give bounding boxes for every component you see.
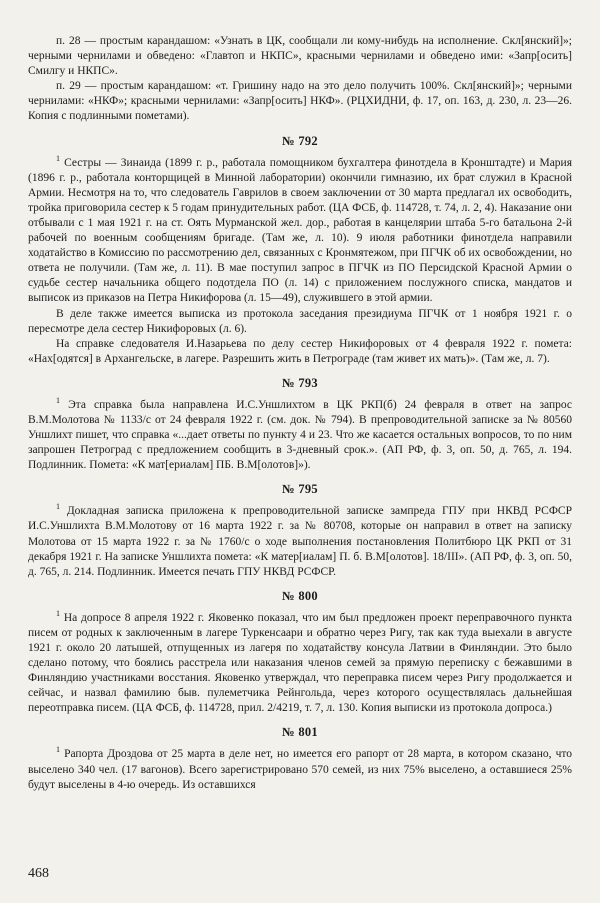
footnote-text: На допросе 8 апреля 1922 г. Яковенко показал, что им был предложен проект переправочного пункта писем от родных к заключенным в лагере Туркенсаари и обратно через Ригу, так как туда выехали в августе 1921 г. около 20 латышей, отпущенных из лагеря по ходатайству консула Латвии в Финляндии. Это было сделано потому, что боялись расстрела или наказания членов семей за прямую переписку с бежавшими в Финляндию участниками восстания. Яковенко утверждал, что переправка писем через Ригу продолжается и сейчас, и назвал фамилию быв. пулеметчика Рейнгольда, через которого осуществлялась дальнейшая переотправка писем. (ЦА ФСБ, ф. 114728, прил. 2/4219, т. 7, л. 130. Копия выписки из протокола допроса.) xyxy=(28,611,573,715)
note-paragraph: п. 29 — простым карандашом: «т. Гришину надо на это дело получить 100%. Скл[янский]»; черными чернилами: «НКФ»; красными чернилами: «Запр[осить] НКФ». (РЦХИДНИ, ф. 17, оп. 163, д. 230, л. 23—26. Копия с подлинными пометами). xyxy=(28,80,572,123)
footnote-paragraph xyxy=(28,504,572,579)
footnote-text: Сестры — Зинаида (1899 г. р., работала помощником бухгалтера финотдела в Кронштадте) и Мария (1896 г. р., работала конторщицей в Минной лаборатории) окончили гимназию, их брат служил в Красной Армии. Несмотря на то, что следователь Гаврилов в своем заключении от 30 марта предлагал их освободить, тройка приговорила сестер к 5 годам принудительных работ. (ЦА ФСБ, ф. 114728, т. 74, л. 2, 4). Наказание они отбывали с 1 мая 1921 г. на ст. Оять Мурманской жел. дор., работая в канцелярии штаба 5-го батальона 2-й рабочей по военным сообщениям бригаде. (Там же, л. 10). 9 июля работники финотдела направили ходатайство в Комиссию по рассмотрению дел, связанных с Кронмятежом, при ПГЧК об их освобождении, но ответа не получили. (Там же, л. 11). В мае поступил запрос в ПГЧК из ПО Персидской Красной Армии о судьбе сестер начальника общего подотдела ПО (л. 14) с приложением послужного списка, мандатов и выписок из приказов на Петра Никифорова (л. 15—49), служившего в этой армии. xyxy=(28,156,572,305)
footnote-text: На справке следователя И.Назарьева по делу сестер Никифоровых от 4 февраля 1922 г. помета: «Нах[одятся] в Архангельске, в лагере. Разрешить жить в Петрограде (там живет их мать)». (Там же, л. 7). xyxy=(28,337,572,365)
footnote-text: В деле также имеется выписка из протокола заседания президиума ПГЧК от 1 ноября 1921 г. о пересмотре дела сестер Никифоровых (л. 6). xyxy=(28,307,572,335)
footnote-paragraph xyxy=(28,747,572,792)
footnote-marker: 1 xyxy=(56,745,60,755)
footnote-marker: 1 xyxy=(56,396,60,406)
footnote-text: Рапорта Дроздова от 25 марта в деле нет, но имеется его рапорт от 28 марта, в котором сказано, что выселено 340 чел. (17 вагонов). Всего зарегистрировано 570 семей, из них 75% выселено, а оставшиеся 25% будут выселены в 4-ю очередь. Из оставшихся xyxy=(28,748,572,791)
footnote-text: Докладная записка приложена к препроводительной записке зампреда ГПУ при НКВД РСФСР И.С.Уншлихта В.М.Молотову от 16 марта 1922 г. за № 80708, которые он направил в ответ на записку Молотова от 15 марта 1922 г. за № 1760/с о ходе выполнения постановления Политбюро ЦК РКП от 31 декабря 1921 г. На записке Уншлихта помета: «К матер[иалам] П. б. В.М[олотов]. 18/III». (АП РФ, ф. 3, оп. 50, д. 765, л. 214. Подлинник. Имеется печать ГПУ НКВД РСФСР. xyxy=(28,505,572,578)
top-notes xyxy=(28,34,572,125)
footnote-marker: 1 xyxy=(56,608,60,618)
page-number: 468 xyxy=(28,866,49,881)
footnote-marker: 1 xyxy=(56,502,60,512)
section-heading: № 800 xyxy=(282,588,318,603)
footnote-paragraph xyxy=(28,398,572,473)
commentary-sections xyxy=(28,134,572,793)
footnote-paragraph xyxy=(28,337,572,367)
section-heading: № 801 xyxy=(282,725,318,740)
footnote-marker: 1 xyxy=(56,153,60,163)
section-heading: № 795 xyxy=(282,482,318,497)
section-heading: № 793 xyxy=(282,375,318,390)
section-heading: № 792 xyxy=(282,133,318,148)
footnote-paragraph xyxy=(28,153,572,307)
footnote-paragraph xyxy=(28,307,572,337)
note-paragraph: п. 28 — простым карандашом: «Узнать в ЦК, сообщали ли кому-нибудь на исполнение. Скл[янский]»; черными чернилами и обведено: «Главтоп и НКПС», красными чернилами и обведено ими: «Запр[осить] Смилгу и НКПС». xyxy=(28,35,572,78)
footnote-paragraph xyxy=(28,608,573,717)
footnote-text: Эта справка была направлена И.С.Уншлихтом в ЦК РКП(б) 24 февраля в ответ на запрос В.М.Молотова № 1133/с от 24 февраля 1922 г. (см. док. № 794). В препроводительной записке за № 80560 Уншлихт пишет, что справка «...дает ответы по пункту 4 и 23. Что же касается остальных вопросов, то по ним запрошен Петроград с предложением сообщить в 3-дневный срок.». (АП РФ, ф. 3, оп. 50, д. 765, л. 194. Подлинник. Помета: «К мат[ериалам] ПБ. В.М[олотов]»). xyxy=(28,398,572,472)
